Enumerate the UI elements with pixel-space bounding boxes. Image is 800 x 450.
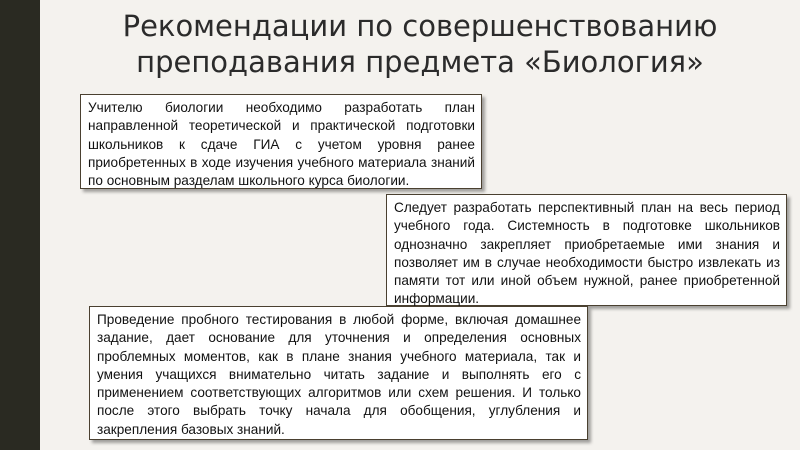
slide-title: Рекомендации по совершенствованию преподавания предмета «Биология» (122, 9, 718, 79)
left-accent-bar (0, 0, 40, 450)
recommendation-box-1: Учителю биологии необходимо разработать план направленной теоретической и практической подготовки школьников к сдаче ГИА с учетом уровня ранее приобретенных в ходе изучения учебного материала знаний по основным разделам школьного курса биологии. (80, 94, 482, 189)
recommendation-box-2: Следует разработать перспективный план на весь период учебного года. Системность в подготовке школьников однозначно закрепляет приобретаемые ими знания и позволяет им в случае необходимости быстро извлекать из памяти тот или иной объем нужной, ранее приобретенной информации. (386, 194, 787, 306)
recommendation-box-3: Проведение пробного тестирования в любой форме, включая домашнее задание, дает основание для уточнения и определения основных проблемных моментов, как в плане знания учебного материала, так и умения учащихся внимательно читать задание и выполнять его с применением соответствующих алгоритмов или схем решения. И только после этого выбрать точку начала для обобщения, углубления и закрепления базовых знаний. (89, 306, 588, 440)
